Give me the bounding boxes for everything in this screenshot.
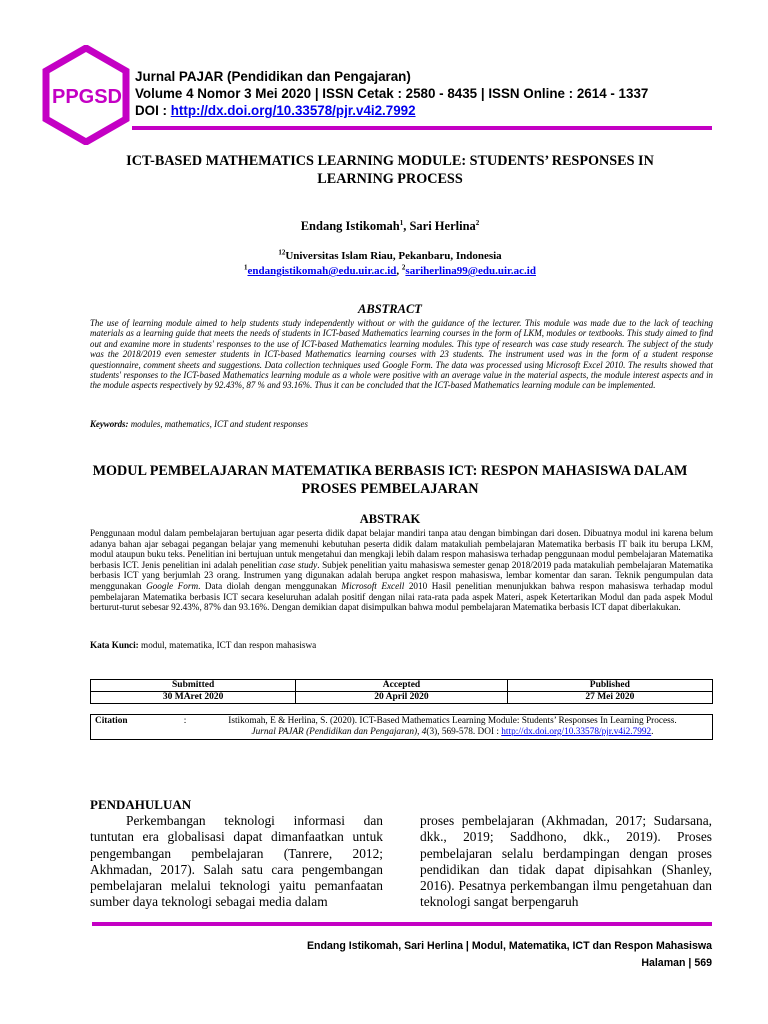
keywords-list: modul, matematika, ICT dan respon mahasiswa (138, 640, 317, 650)
email-link[interactable]: sariherlina99@edu.uir.ac.id (405, 265, 536, 277)
footer-divider (92, 922, 712, 926)
date-header: Accepted (296, 680, 507, 692)
citation-end: . (651, 727, 654, 737)
citation-colon: : (177, 715, 193, 740)
abstrak-segment: 2010 Hasil penelitian menunjukkan bahwa respon mahasiswa terhadap modul pembelajaran Matematika berbasis ICT secara keseluruhan adalah positif dengan nilai rata-rata pada aspek Materi, aspek Ketertarikan Modul dan pada aspek Modul berturut-turut sebesar 92.43%, 87% dan 93.16%. Dengan demikian dapat disimpulkan bahwa modul pembelajaran Matematika berbasis ICT dapat diberlakukan. (90, 580, 713, 613)
paper-title-id: MODUL PEMBELAJARAN MATEMATIKA BERBASIS ICT: RESPON MAHASISWA DALAM PROSES PEMBELAJARAN (92, 463, 688, 497)
date-value: 27 Mei 2020 (507, 692, 712, 704)
abstract-heading: ABSTRACT (358, 302, 422, 316)
citation-table (90, 714, 713, 740)
body-paragraph: Perkembangan teknologi informasi dan tuntutan era globalisasi dapat dimanfaatkan untuk pengembangan pembelajaran (Tanrere, 2012; Akhmadan, 2017). Salah satu cara pengembangan pembelajaran melalui teknologi yaitu pemanfaatan sumber daya teknologi sebagai media dalam (90, 813, 383, 910)
journal-volume-issn: Volume 4 Nomor 3 Mei 2020 | ISSN Cetak : 2580 - 8435 | ISSN Online : 2614 - 1337 (135, 86, 649, 101)
date-value: 20 April 2020 (296, 692, 507, 704)
abstrak-segment: Microsoft Excell (341, 580, 405, 591)
date-header: Published (507, 680, 712, 692)
section-heading: PENDAHULUAN (90, 797, 192, 812)
citation-line (197, 727, 708, 738)
table-row (91, 692, 713, 704)
table-row (91, 715, 713, 740)
doi-label: DOI : (135, 103, 171, 118)
citation-doi-link[interactable]: http://dx.doi.org/10.33578/pjr.v4i2.7992 (501, 727, 652, 737)
email-separator: , (396, 265, 402, 277)
keywords-label: Kata Kunci: (90, 640, 139, 650)
abstrak-segment: Penggunaan modul dalam pembelajaran bertujuan agar peserta didik dapat belajar mandiri tanpa atau dengan bimbingan dari dosen. Dibuatnya modul ini karena belum adanya bahan ajar sebagai pegangan belajar yang memenuhi kebutuhan peserta didik dalam matakuliah pembelajaran Matematika berbasis IT baik itu berupa LKM, modul ataupun buku teks. Penelitian ini bertujuan untuk mengetahui dan mengkaji lebih dalam respon mahasiswa terhadap penggunaan modul pembelajaran Matematika berbasis ICT. Jenis penelitian ini adalah penelitian (90, 528, 713, 570)
abstrak-segment: . Subjek penelitian yaitu mahasiswa semester genap 2018/2019 pada matakuliah pembelajaran Matematika berbasis ICT yang berjumlah 23 orang. Instrumen yang digunakan adalah berupa angket respon mahasiswa, lembar komentar dan saran. Teknik pengumpulan data menggunakan (90, 559, 713, 591)
keywords-label: Keywords: (90, 419, 129, 429)
date-header: Submitted (91, 680, 296, 692)
page-number: Halaman | 569 (641, 957, 712, 969)
journal-doi (135, 103, 416, 119)
paper-authors (90, 219, 690, 234)
abstrak-heading: ABSTRAK (359, 512, 421, 526)
citation-pages: (3), 569-578. DOI : (426, 727, 502, 737)
author-sup: 2 (475, 218, 480, 227)
table-row (91, 680, 713, 692)
author-sup: 1 (399, 218, 404, 227)
body-column-left (90, 813, 383, 911)
paper-emails (90, 265, 690, 277)
paper-title: ICT-BASED MATHEMATICS LEARNING MODULE: STUDENTS’ RESPONSES IN LEARNING PROCESS (126, 153, 654, 187)
citation-journal: Jurnal PAJAR (Pendidikan dan Pengajaran), 4 (251, 727, 427, 737)
keywords-list: modules, mathematics, ICT and student responses (128, 419, 308, 429)
header-divider (132, 126, 712, 130)
abstrak-segment: case study (278, 559, 318, 570)
abstrak-segment: . Data diolah dengan menggunakan (198, 580, 342, 591)
running-footer: Endang Istikomah, Sari Herlina | Modul, Matematika, ICT dan Respon Mahasiswa (306, 940, 712, 952)
email-link[interactable]: endangistikomah@edu.uir.ac.id (247, 265, 397, 277)
email-sup: 2 (401, 263, 406, 272)
abstrak-text (90, 528, 713, 613)
citation-label: Citation (91, 715, 178, 740)
email-sup: 1 (244, 263, 248, 272)
body-paragraph: proses pembelajaran (Akhmadan, 2017; Sudarsana, dkk., 2019; Saddhono, dkk., 2019). Proses pembelajaran selalu berdampingan dengan proses pendidikan dan tidak dapat dipisahkan (Shanley, 2016). Pesatnya perkembangan ilmu pengetahuan dan teknologi sangat berpengaruh (420, 813, 712, 910)
paper-affiliation (90, 250, 690, 262)
citation-value (193, 715, 713, 740)
affiliation-sup: 12 (278, 248, 286, 257)
journal-logo (40, 45, 132, 145)
logo-text: PPGSD (51, 86, 123, 108)
author-name: Sari Herlina (409, 219, 476, 233)
date-value: 30 MAret 2020 (91, 692, 296, 704)
doi-link[interactable]: http://dx.doi.org/10.33578/pjr.v4i2.7992 (170, 103, 416, 118)
citation-line: Istikomah, E & Herlina, S. (2020). ICT-Based Mathematics Learning Module: Students’ Responses In Learning Process. (228, 716, 677, 726)
dates-table (90, 679, 713, 704)
author-name: Endang Istikomah (300, 219, 400, 233)
author-separator: , (403, 219, 410, 233)
abstract-text: The use of learning module aimed to help students study independently without or with the guidance of the lecturer. This module was made due to the lack of teaching materials as a learning guide that meets the needs of students in ICT-based Mathematics learning courses in the form of LKM, modules or textbooks. This study aimed to find out and examine more in students' responses to the use of ICT-based Mathematics learning modules. This type of research was case study research. The subject of the study was the 2018/2019 even semester students in ICT-based Mathematics learning courses with 23 students. The instrument used was in the form of a student response questionnaire, comment sheets and suggestions. Data collection techniques used Google Form. The data was processed using Microsoft Excel 2010. The results showed that students' responses to the ICT-based Mathematics learning module as a whole were positive with an average value in the material aspects, the module interest aspects and in the module aspects respectively by 92.43%, 87 % and 93.16%. Thus it can be concluded that the ICT-based Mathematics learning module can be implemented. (90, 318, 713, 391)
journal-name: Jurnal PAJAR (Pendidikan dan Pengajaran) (135, 69, 411, 84)
body-column-right (420, 813, 712, 911)
abstrak-segment: Google Form (146, 580, 199, 591)
keywords-id (90, 640, 316, 650)
keywords-en (90, 419, 308, 429)
affiliation-text: Universitas Islam Riau, Pekanbaru, Indonesia (285, 250, 502, 262)
